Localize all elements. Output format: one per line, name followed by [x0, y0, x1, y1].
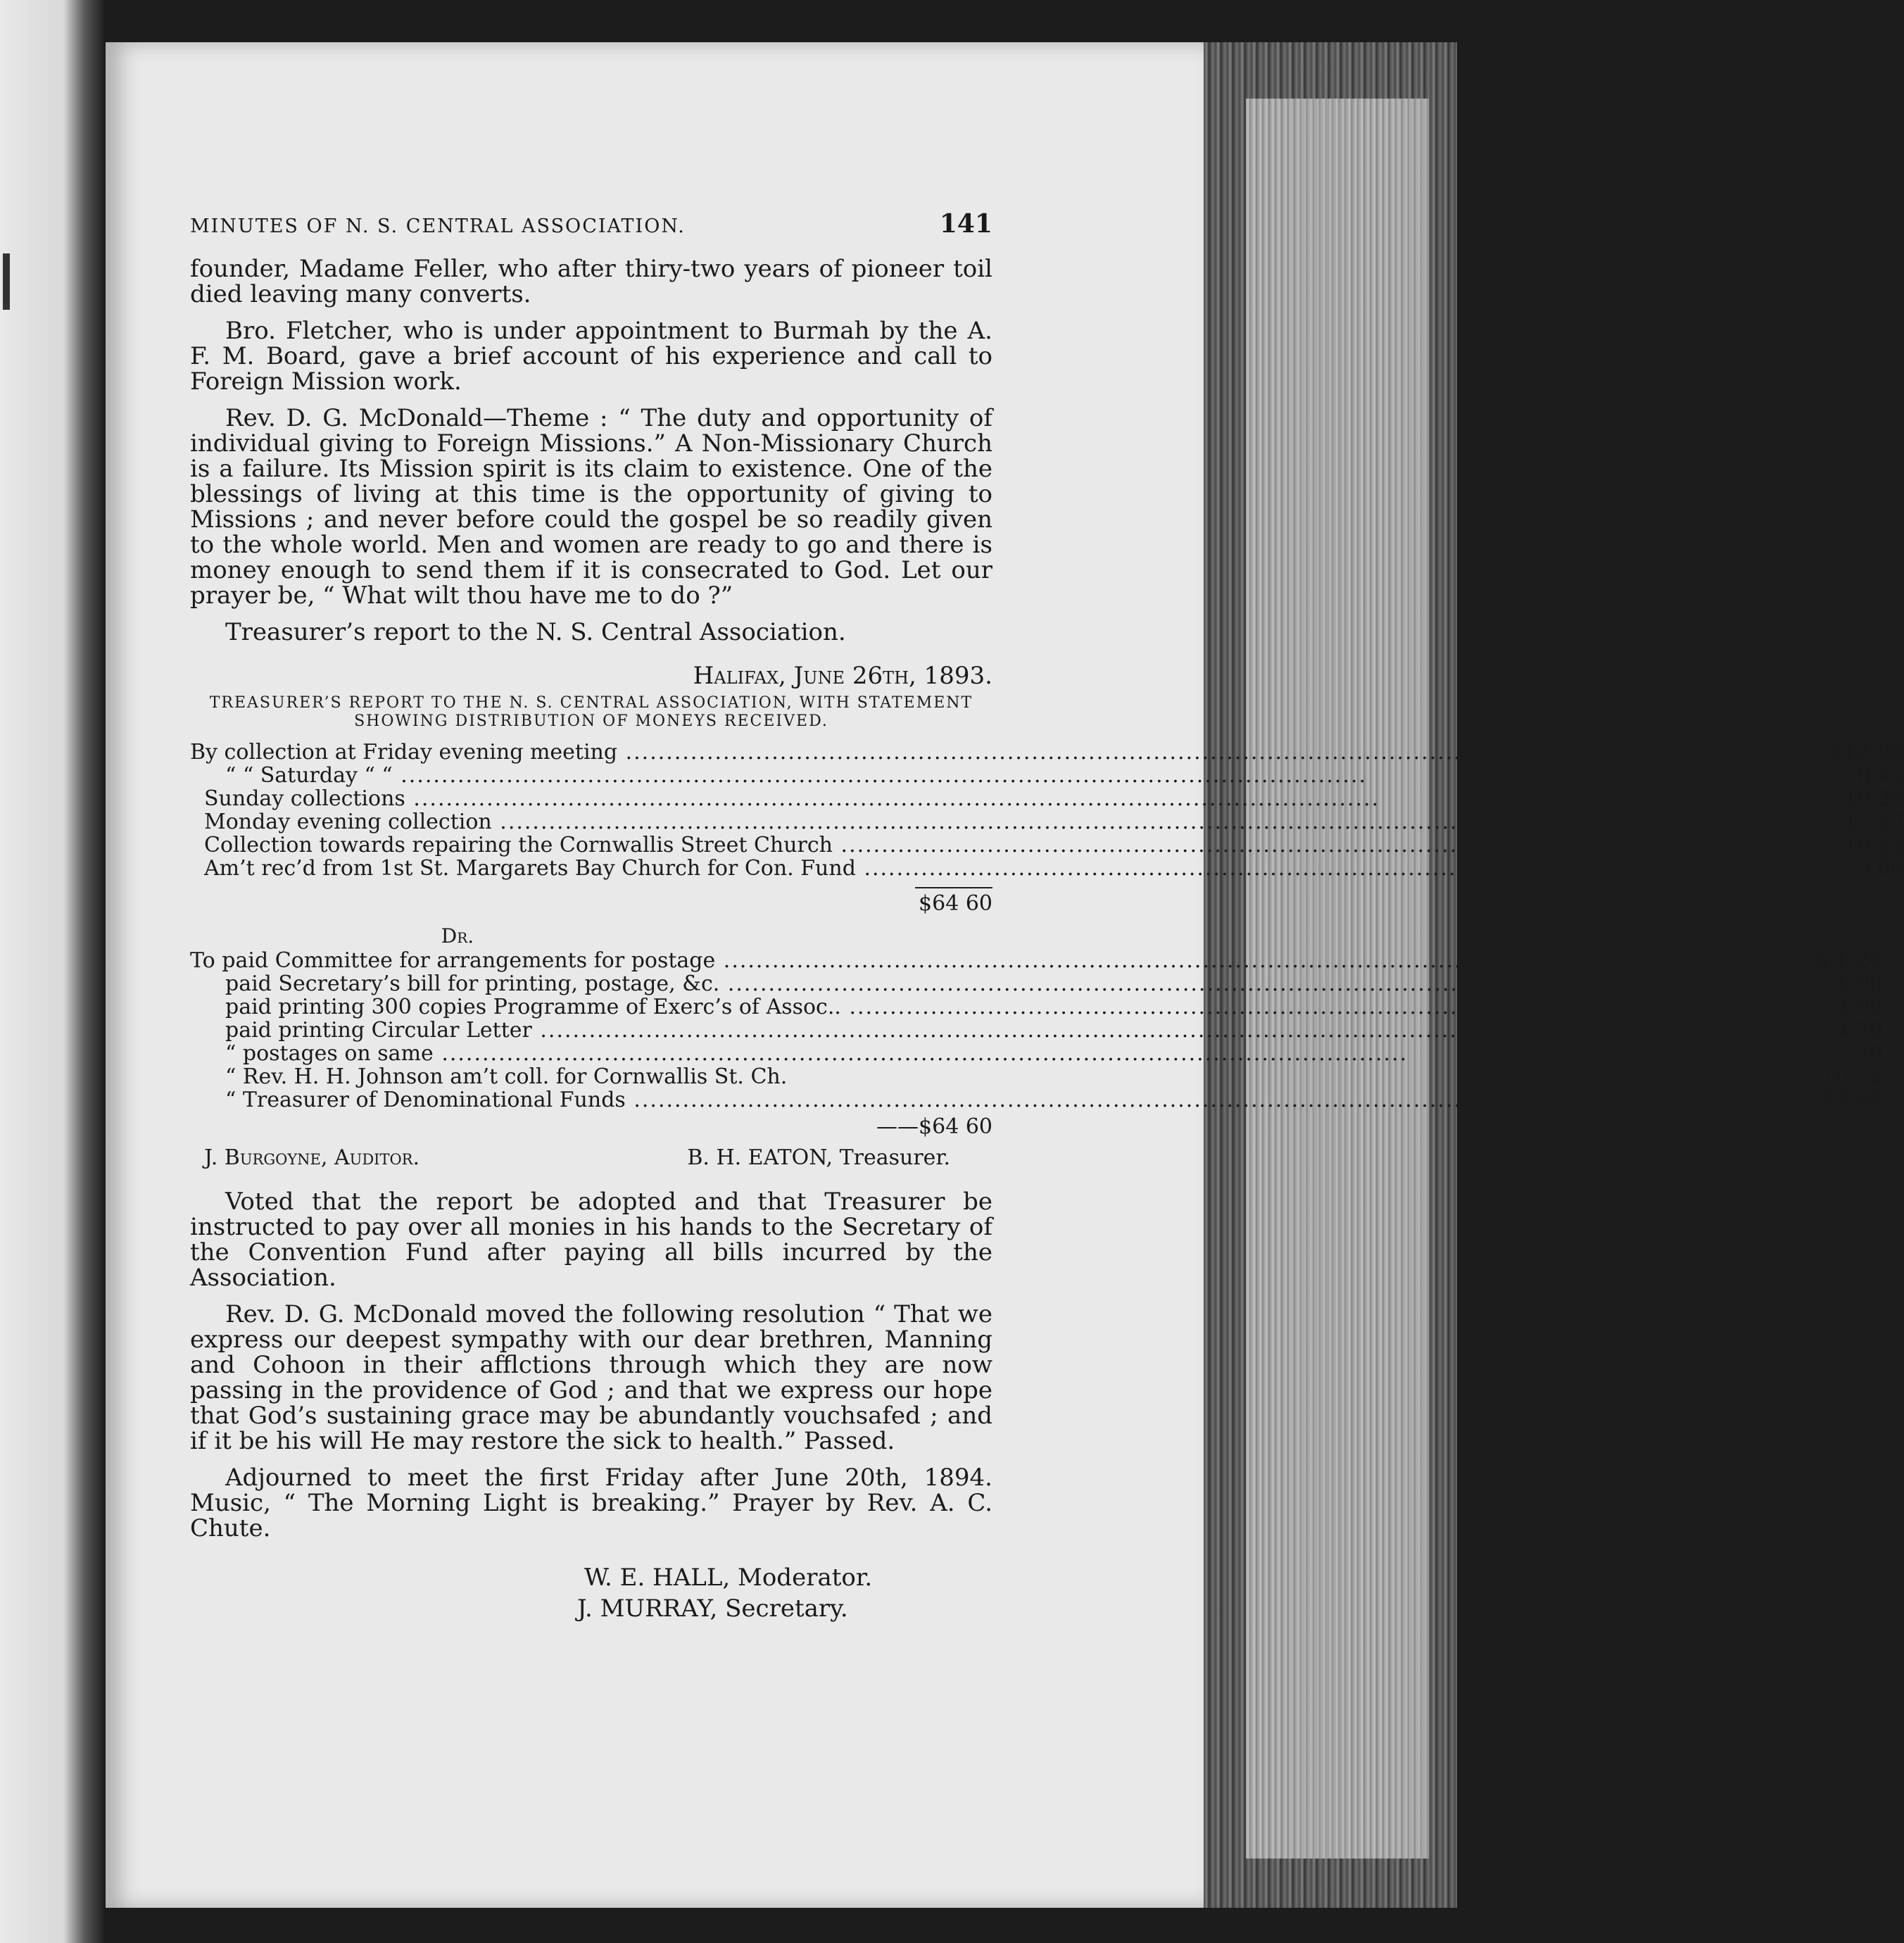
table-row — [190, 949, 1883, 972]
payment-label: “ Treasurer of Denominational Funds — [225, 1088, 626, 1112]
receipts-total: $64 60 — [919, 891, 992, 916]
receipt-label: “ “ Saturday “ “ — [225, 763, 393, 788]
receipt-label: By collection at Friday evening meeting — [190, 740, 618, 765]
table-row — [190, 1088, 1883, 1112]
dr-heading: Dr. — [441, 924, 474, 948]
paragraph: Rev. D. G. McDonald—Theme : “ The duty and opportunity of individual giving to Foreign Missions.” A Non-Missionary Church is a failure. Its Mission spirit is its claim to existence. One of the blessings of living at this time is the opportunity of giving to Missions ; and never before could the gospel be so readily given to the whole world. Men and women are ready to go and there is money enough to send them if it is consecrated to God. Let our prayer be, “ What wilt thou have me to do ?” — [190, 404, 992, 610]
facing-page-edge — [0, 0, 106, 1943]
running-header — [190, 211, 992, 239]
running-title: MINUTES OF N. S. CENTRAL ASSOCIATION. — [190, 215, 686, 237]
payments-table — [190, 949, 1883, 1112]
receipt-label: Monday evening collection — [204, 810, 492, 834]
payment-amount: 1 00 — [1835, 971, 1883, 996]
report-signatures — [190, 1145, 992, 1171]
receipt-label: Sunday collections — [204, 786, 405, 811]
secretary-signature: J. MURRAY, Secretary. — [577, 1595, 848, 1623]
page-number: 141 — [939, 209, 992, 239]
receipt-label: Am’t rec’d from 1st St. Margarets Bay Church for Con. Fund — [204, 856, 856, 881]
payment-label: paid printing Circular Letter — [225, 1018, 532, 1043]
paragraph: founder, Madame Feller, who after thiry-two years of pioneer toil died leaving many converts. — [190, 255, 992, 308]
treasurer-signature: B. H. EATON, Treasurer. — [687, 1145, 950, 1170]
payment-amount: 4 50 — [1835, 1018, 1883, 1043]
payment-label: paid Secretary’s bill for printing, postage, &c. — [225, 971, 720, 996]
page-text — [190, 209, 1904, 1624]
receipt-amount: 8 45 — [1857, 763, 1904, 788]
table-row — [190, 810, 1904, 834]
payment-amount: 3 00 — [1835, 995, 1883, 1019]
table-row — [190, 1019, 1883, 1042]
payment-amount: 10 52 — [1822, 1064, 1883, 1089]
paragraph: Voted that the report be adopted and that Treasurer be instructed to pay over all monies in his hands to the Secretary of the Convention Fund after paying all bills incurred by the Association. — [190, 1188, 992, 1292]
closing-signatures — [190, 1562, 992, 1624]
table-row — [190, 995, 1883, 1019]
payment-amount: $ 1 24 — [1815, 948, 1883, 973]
total-rule — [915, 887, 992, 888]
facing-page-mark — [3, 253, 10, 310]
report-title: TREASURER’S REPORT TO THE N. S. CENTRAL ASSOCIATION, WITH STATEMENT SHOWING DISTRIBUTION OF MONEYS RECEIVED. — [209, 694, 973, 730]
payment-label: “ postages on same — [225, 1041, 434, 1066]
report-date: Halifax, June 26th, 1893. — [693, 662, 992, 690]
receipt-amount: 10 52 — [1843, 833, 1904, 857]
table-row — [190, 787, 1904, 810]
payment-label: “ Rev. H. H. Johnson am’t coll. for Cornwallis St. Ch. — [225, 1064, 788, 1089]
table-row — [190, 1042, 1883, 1065]
receipts-table — [190, 741, 1904, 880]
payment-label: To paid Committee for arrangements for postage — [190, 948, 716, 973]
auditor-signature: J. Burgoyne, Auditor. — [204, 1145, 420, 1170]
table-row — [190, 972, 1883, 995]
payment-label: paid printing 300 copies Programme of Exerc’s of Assoc.. — [225, 995, 841, 1019]
receipt-label: Collection towards repairing the Cornwallis Street Church — [204, 833, 833, 857]
moderator-signature: W. E. HALL, Moderator. — [584, 1564, 873, 1592]
paragraph: Adjourned to meet the first Friday after June 20th, 1894. Music, “ The Morning Light is breaking.” Prayer by Rev. A. C. Chute. — [190, 1464, 992, 1542]
payments-total: ——$64 60 — [876, 1114, 992, 1139]
table-row — [190, 1065, 1883, 1088]
paragraph: Treasurer’s report to the N. S. Central Association. — [225, 618, 846, 646]
receipt-amount: 17 47 — [1843, 810, 1904, 834]
table-row — [190, 741, 1904, 764]
paragraph: Rev. D. G. McDonald moved the following resolution “ That we express our deepest sympathy with our dear brethren, Manning and Cohoon in their afflctions through which they are now passing in the providence of God ; and that we express our hope that God’s sustaining grace may be abundantly vouchsafed ; and if it be his will He may restore the sick to health.” Passed. — [190, 1300, 992, 1455]
paragraph: Bro. Fletcher, who is under appointment to Burmah by the A. F. M. Board, gave a brief account of his experience and call to Foreign Mission work. — [190, 317, 992, 396]
receipt-amount: 5 00 — [1857, 856, 1904, 881]
table-row — [190, 834, 1904, 857]
receipt-amount: $12 96 — [1830, 740, 1904, 765]
table-row — [190, 857, 1904, 880]
payment-amount: 43 84 — [1822, 1088, 1883, 1112]
receipt-amount: 10 20 — [1843, 786, 1904, 811]
payment-amount: 50 — [1855, 1041, 1883, 1066]
table-row — [190, 764, 1904, 787]
